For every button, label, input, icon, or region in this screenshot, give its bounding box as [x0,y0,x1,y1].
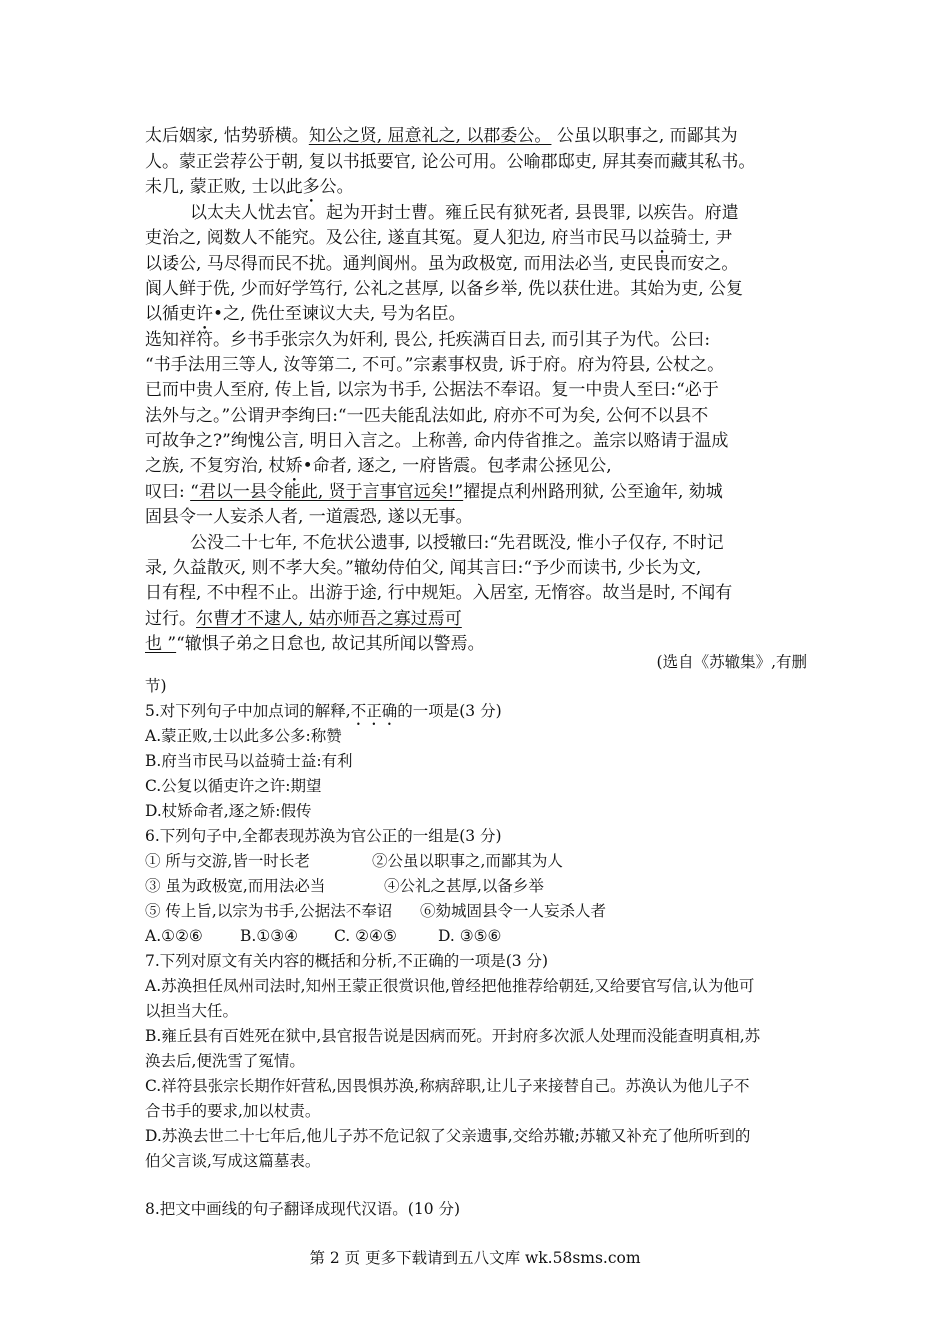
passage-text: 公。 [319,177,354,197]
passage-line: 法外与之。”公谓尹李绚曰:“一匹夫能乱法如此, 府亦不可为矣, 公何不以县不 [145,406,709,426]
passage-line [145,632,485,656]
question-7-stem: 7.下列对原文有关内容的概括和分析,不正确的一项是(3 分) [145,952,549,970]
passage-line: 固县令一人妄杀人者, 一道震恐, 遂以无事。 [145,507,473,527]
passage-text: 过行。 [145,609,196,629]
passage-line: 日有程, 不中程不止。出游于途, 行中规矩。入居室, 无惰容。故当是时, 不闻有 [145,583,733,603]
source-note-continued: 节) [145,677,167,695]
passage-line [145,124,738,148]
question-7-option-a: A.苏涣担任凤州司法时,知州王蒙正很赏识他,曾经把他推荐给朝廷,又给要官写信,认为他可 [145,977,755,995]
question-5-option-c: C.公复以循吏许之许:期望 [145,777,322,795]
question-8-stem: 8.把文中画线的句子翻译成现代汉语。(10 分) [145,1200,461,1218]
passage-text: 骑士, 尹 [670,228,733,248]
question-6-option-d: D. ③⑤⑥ [438,927,502,945]
dotted-word: 矫 [285,456,303,476]
passage-line: 以诿公, 马尽得而民不扰。通判阆州。虽为政极宽, 而用法必当, 吏民畏而安之。 [145,254,739,274]
question-text: 的一项是(3 分) [397,702,502,720]
question-6-option-a: A.①②⑥ [145,927,203,945]
dotted-word: 不正确 [350,702,398,720]
passage-text: “辙惧子弟之日怠也, 故记其所闻以警焉。 [176,634,485,654]
question-7-option-b: B.雍丘县有百姓死在狱中,县官报告说是因病而死。开封府多次派人处理而没能查明真相,苏 [145,1027,761,1045]
question-7-option-d: D.苏涣去世二十七年后,他儿子苏不危记叙了父亲遗事,交给苏辙;苏辙又补充了他所听到的 [145,1127,751,1145]
passage-line [145,607,462,631]
dotted-word: 多 [302,177,320,197]
passage-line: 人。蒙正尝荐公于朝, 复以书抵要官, 论公可用。公喻郡邸吏, 屏其奏而藏其私书。 [145,152,756,172]
passage-line: 以太夫人忧去官。起为开封士曹。雍丘民有狱死者, 县畏罪, 以疾告。府遣 [190,203,739,223]
passage-line: 选知祥符。乡书手张宗久为奸利, 畏公, 托疾满百日去, 而引其子为代。公曰: [145,330,711,350]
question-5-option-b: B.府当市民马以益骑士益:有利 [145,752,353,770]
passage-line: 录, 久益散灭, 则不孝大矣。”辙幼侍伯父, 闻其言曰:“予少而读书, 少长为文, [145,558,702,578]
question-7-option-a-cont: 以担当大任。 [145,1002,239,1020]
underlined-sentence: 也 ” [145,634,177,654]
question-6-item-5: ⑤ 传上旨,以宗为书手,公据法不奉诏 [145,902,393,920]
question-5-option-d: D.杖矫命者,逐之矫:假传 [145,802,312,820]
passage-line: 可故争之?”绚愧公言, 明日入言之。上称善, 命内侍省推之。盖宗以赂请于温成 [145,431,729,451]
question-6-item-1: ① 所与交游,皆一时长老 [145,852,310,870]
passage-text: 叹曰: [145,482,191,502]
page-footer: 第 2 页 更多下载请到五八文库 wk.58sms.com [309,1249,641,1267]
question-6-item-2: ②公虽以职事之,而鄙其为人 [372,852,563,870]
passage-text: 公虽以职事之, 而鄙其为 [551,126,738,146]
passage-text: 吏治之, 阅数人不能究。及公往, 遂直其冤。夏人犯边, 府当市民马以 [145,228,654,248]
question-5-option-a: A.蒙正败,士以此多公多:称赞 [145,727,342,745]
passage-line: 公没二十七年, 不危状公遗事, 以授辙曰:“先君既没, 惟小子仅存, 不时记 [190,533,724,553]
passage-text: 未几, 蒙正败, 士以此 [145,177,303,197]
question-text: 5.对下列句子中加点词的解释, [145,702,351,720]
passage-line: 已而中贵人至府, 传上旨, 以宗为书手, 公据法不奉诏。复一中贵人至曰:“必于 [145,380,719,400]
question-6-stem: 6.下列句子中,全都表现苏涣为官公正的一组是(3 分) [145,827,502,845]
source-note: (选自《苏辙集》,有删 [656,653,807,671]
question-6-option-c: C. ②④⑤ [334,927,397,945]
question-6-option-b: B.①③④ [240,927,299,945]
passage-line: 阆人鲜于侁, 少而好学笃行, 公礼之甚厚, 以备乡举, 侁以获仕进。其始为吏, 公复 [145,279,744,299]
passage-text: 之族, 不复穷治, 杖 [145,456,286,476]
question-6-item-4: ④公礼之甚厚,以备乡举 [384,877,544,895]
passage-text: 以循吏 [145,304,196,324]
question-7-option-b-cont: 涣去后,便洗雪了冤情。 [145,1052,305,1070]
passage-line: “书手法用三等人, 汝等第二, 不可。”宗素事权贵, 诉于府。府为符县, 公杖之。 [145,355,725,375]
question-7-option-d-cont: 伯父言谈,写成这篇墓表。 [145,1152,321,1170]
question-6-item-3: ③ 虽为政极宽,而用法必当 [145,877,326,895]
dotted-word: 益 [653,228,671,248]
passage-text: •命者, 逐之, 一府皆震。包孝肃公拯见公, [302,456,612,476]
underlined-sentence: “君以一县令能此, 贤于言事官远矣!” [190,482,464,502]
passage-text: •之, 侁仕至谏议大夫, 号为名臣。 [213,304,466,324]
underlined-sentence: 知公之贤, 屈意礼之, 以郡委公。 [308,126,552,146]
passage-text: 擢提点利州路刑狱, 公至逾年, 劾城 [463,482,723,502]
question-7-option-c-cont: 合书手的要求,加以杖责。 [145,1102,321,1120]
underlined-sentence: 尔曹才不逮人, 姑亦师吾之寡过焉可 [196,609,462,629]
passage-line [145,480,723,504]
dotted-word: 许 [196,304,213,324]
question-7-option-c: C.祥符县张宗长期作奸营私,因畏惧苏涣,称病辞职,让儿子来接替自己。苏涣认为他儿子不 [145,1077,750,1095]
question-6-item-6: ⑥劾城固县令一人妄杀人者 [420,902,607,920]
passage-text: 太后姻家, 怙势骄横。 [145,126,309,146]
